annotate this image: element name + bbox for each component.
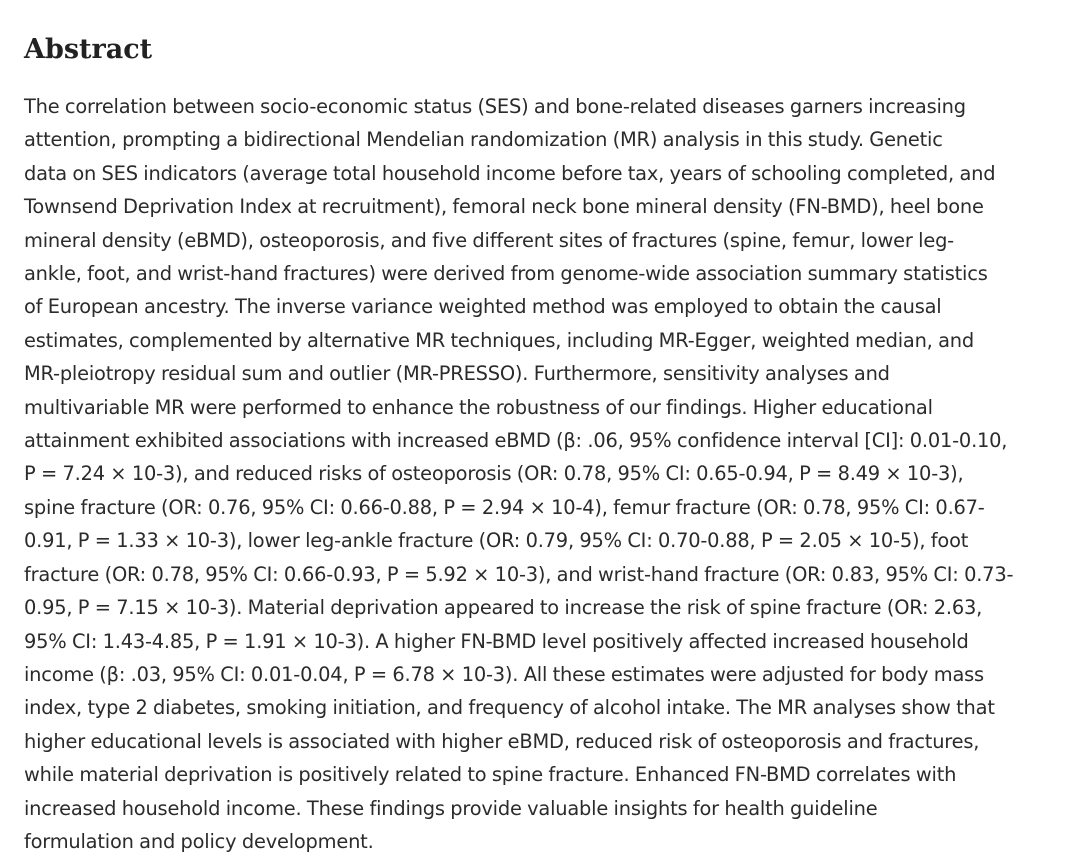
abstract-line: 95% CI: 1.43-4.85, P = 1.91 × 10-3). A higher FN-BMD level positively affected increased household [24, 629, 969, 653]
abstract-line: index, type 2 diabetes, smoking initiation, and frequency of alcohol intake. The MR analyses show that [24, 696, 995, 720]
abstract-line: while material deprivation is positively related to spine fracture. Enhanced FN-BMD correlates with [24, 763, 957, 787]
abstract-line: MR-pleiotropy residual sum and outlier (MR-PRESSO). Furthermore, sensitivity analyses and [24, 362, 890, 386]
abstract-line: attention, prompting a bidirectional Mendelian randomization (MR) analysis in this study. Genetic [24, 128, 943, 152]
abstract-line: formulation and policy development. [24, 829, 374, 853]
abstract-line: data on SES indicators (average total household income before tax, years of schooling completed, and [24, 161, 996, 185]
abstract-line: attainment exhibited associations with increased eBMD (β: .06, 95% confidence interval [CI]: 0.01-0.10, [24, 429, 1008, 453]
abstract-line: fracture (OR: 0.78, 95% CI: 0.66-0.93, P = 5.92 × 10-3), and wrist-hand fracture (OR: 0.83, 95% CI: 0.73- [24, 562, 1014, 586]
abstract-line: higher educational levels is associated with higher eBMD, reduced risk of osteoporosis and fractures, [24, 729, 980, 753]
abstract-line: P = 7.24 × 10-3), and reduced risks of osteoporosis (OR: 0.78, 95% CI: 0.65-0.94, P = 8.49 × 10-3), [24, 462, 964, 486]
abstract-line: mineral density (eBMD), osteoporosis, and five different sites of fractures (spine, femur, lower leg- [24, 228, 954, 252]
abstract-line: 0.95, P = 7.15 × 10-3). Material deprivation appeared to increase the risk of spine fracture (OR: 2.63, [24, 596, 983, 620]
abstract-line: multivariable MR were performed to enhance the robustness of our findings. Higher educational [24, 395, 933, 419]
abstract-line: income (β: .03, 95% CI: 0.01-0.04, P = 6.78 × 10-3). All these estimates were adjusted for body mass [24, 662, 984, 686]
abstract-line: increased household income. These findings provide valuable insights for health guideline [24, 796, 878, 820]
abstract-line: estimates, complemented by alternative MR techniques, including MR-Egger, weighted median, and [24, 328, 974, 352]
abstract-line: 0.91, P = 1.33 × 10-3), lower leg-ankle fracture (OR: 0.79, 95% CI: 0.70-0.88, P = 2.05 × 10-5), foot [24, 529, 969, 553]
abstract-heading: Abstract [24, 34, 153, 65]
abstract-line: The correlation between socio-economic status (SES) and bone-related diseases garners increasing [24, 95, 966, 118]
abstract-section [24, 30, 1034, 858]
abstract-text [24, 90, 1034, 858]
abstract-line: of European ancestry. The inverse variance weighted method was employed to obtain the causal [24, 295, 942, 319]
abstract-line: spine fracture (OR: 0.76, 95% CI: 0.66-0.88, P = 2.94 × 10-4), femur fracture (OR: 0.78, 95% CI: 0.67- [24, 495, 985, 519]
abstract-line: Townsend Deprivation Index at recruitment), femoral neck bone mineral density (FN-BMD), heel bone [24, 195, 984, 219]
abstract-line: ankle, foot, and wrist-hand fractures) were derived from genome-wide association summary statistics [24, 262, 988, 286]
